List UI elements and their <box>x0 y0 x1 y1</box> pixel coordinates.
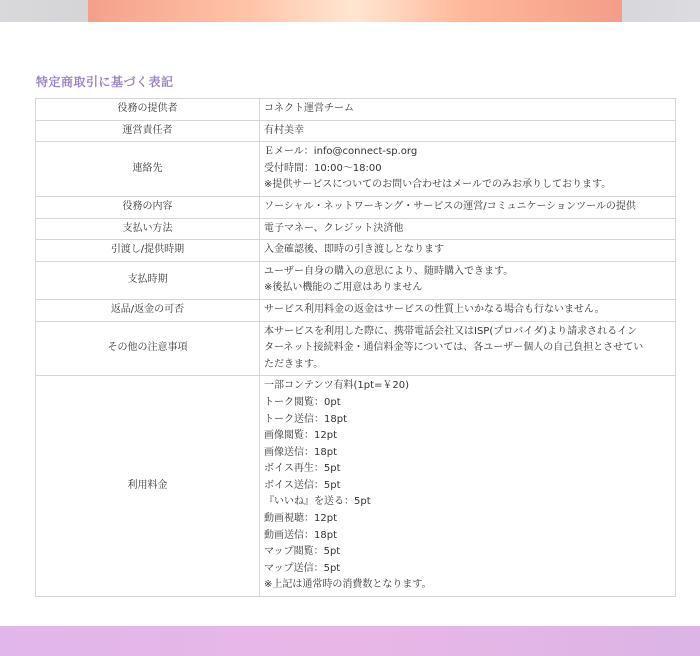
table-row <box>36 321 676 376</box>
row-label: 役務の提供者 <box>36 99 260 121</box>
row-value <box>260 261 676 299</box>
value-line: 一部コンテンツ有料(1pt=￥20) <box>264 380 410 392</box>
value-line: 入金確認後、即時の引き渡しとなります <box>264 244 444 256</box>
row-value <box>260 196 676 218</box>
table-row <box>36 120 676 142</box>
value-line: 受付時間：10:00〜18:00 <box>264 162 382 174</box>
value-line: マップ閲覧：5pt <box>264 546 341 558</box>
table-row <box>36 240 676 262</box>
value-line: トーク閲覧：0pt <box>264 396 341 408</box>
value-line: 画像閲覧：12pt <box>264 430 337 442</box>
row-label: その他の注意事項 <box>36 321 260 376</box>
table-row <box>36 218 676 240</box>
row-value <box>260 218 676 240</box>
footer-band <box>0 626 700 656</box>
row-label: 利用料金 <box>36 376 260 597</box>
value-line: 『いいね』を送る：5pt <box>264 496 371 508</box>
value-line: ソーシャル・ネットワーキング・サービスの運営/コミュニケーションツールの提供 <box>264 200 636 212</box>
section-title: 特定商取引に基づく表記 <box>36 75 174 89</box>
row-value <box>260 299 676 321</box>
row-label: 返品/返金の可否 <box>36 299 260 321</box>
value-line: ※後払い機能のご用意はありません <box>264 282 423 294</box>
table-row <box>36 299 676 321</box>
table-row <box>36 376 676 597</box>
row-label: 支払時期 <box>36 261 260 299</box>
row-label: 引渡し/提供時期 <box>36 240 260 262</box>
value-line: 画像送信：18pt <box>264 446 337 458</box>
value-line: ターネット接続料金・通信料金等については、各ユーザー個人の自己負担とさせてい <box>264 342 644 354</box>
value-line: ユーザー自身の購入の意思により、随時購入できます。 <box>264 265 514 277</box>
value-line: 有村美幸 <box>264 124 304 136</box>
value-line: 電子マネー、クレジット決済他 <box>264 222 404 234</box>
value-line: トーク送信：18pt <box>264 413 347 425</box>
value-line: 動画視聴：12pt <box>264 513 337 525</box>
value-line: マップ送信：5pt <box>264 562 341 574</box>
value-line: コネクト運営チーム <box>264 103 354 114</box>
row-label: 運営責任者 <box>36 120 260 142</box>
row-label: 役務の内容 <box>36 196 260 218</box>
row-label: 連絡先 <box>36 142 260 197</box>
value-line: サービス利用料金の返金はサービスの性質上いかなる場合も行ないません。 <box>264 303 605 315</box>
table-row <box>36 196 676 218</box>
legal-notice-table <box>35 98 676 597</box>
value-line: Ｅメール：info@connect-sp.org <box>264 146 418 158</box>
value-line: 動画送信：18pt <box>264 529 337 541</box>
row-value <box>260 99 676 121</box>
header-banner-image <box>88 0 622 22</box>
value-line: ※提供サービスについてのお問い合わせはメールでのみお承りしております。 <box>264 179 612 191</box>
value-line: ただきます。 <box>264 358 324 370</box>
row-value <box>260 376 676 597</box>
table-row <box>36 261 676 299</box>
value-line: 本サービスを利用した際に、携帯電話会社又はISP(プロバイダ)より請求されるイン <box>264 325 638 337</box>
table-row <box>36 99 676 121</box>
table-row <box>36 142 676 197</box>
row-value <box>260 120 676 142</box>
row-value <box>260 240 676 262</box>
value-line: ボイス再生：5pt <box>264 463 341 475</box>
row-value <box>260 142 676 197</box>
row-value <box>260 321 676 376</box>
value-line: ボイス送信：5pt <box>264 479 341 491</box>
value-line: ※上記は通常時の消費数となります。 <box>264 579 432 591</box>
row-label: 支払い方法 <box>36 218 260 240</box>
